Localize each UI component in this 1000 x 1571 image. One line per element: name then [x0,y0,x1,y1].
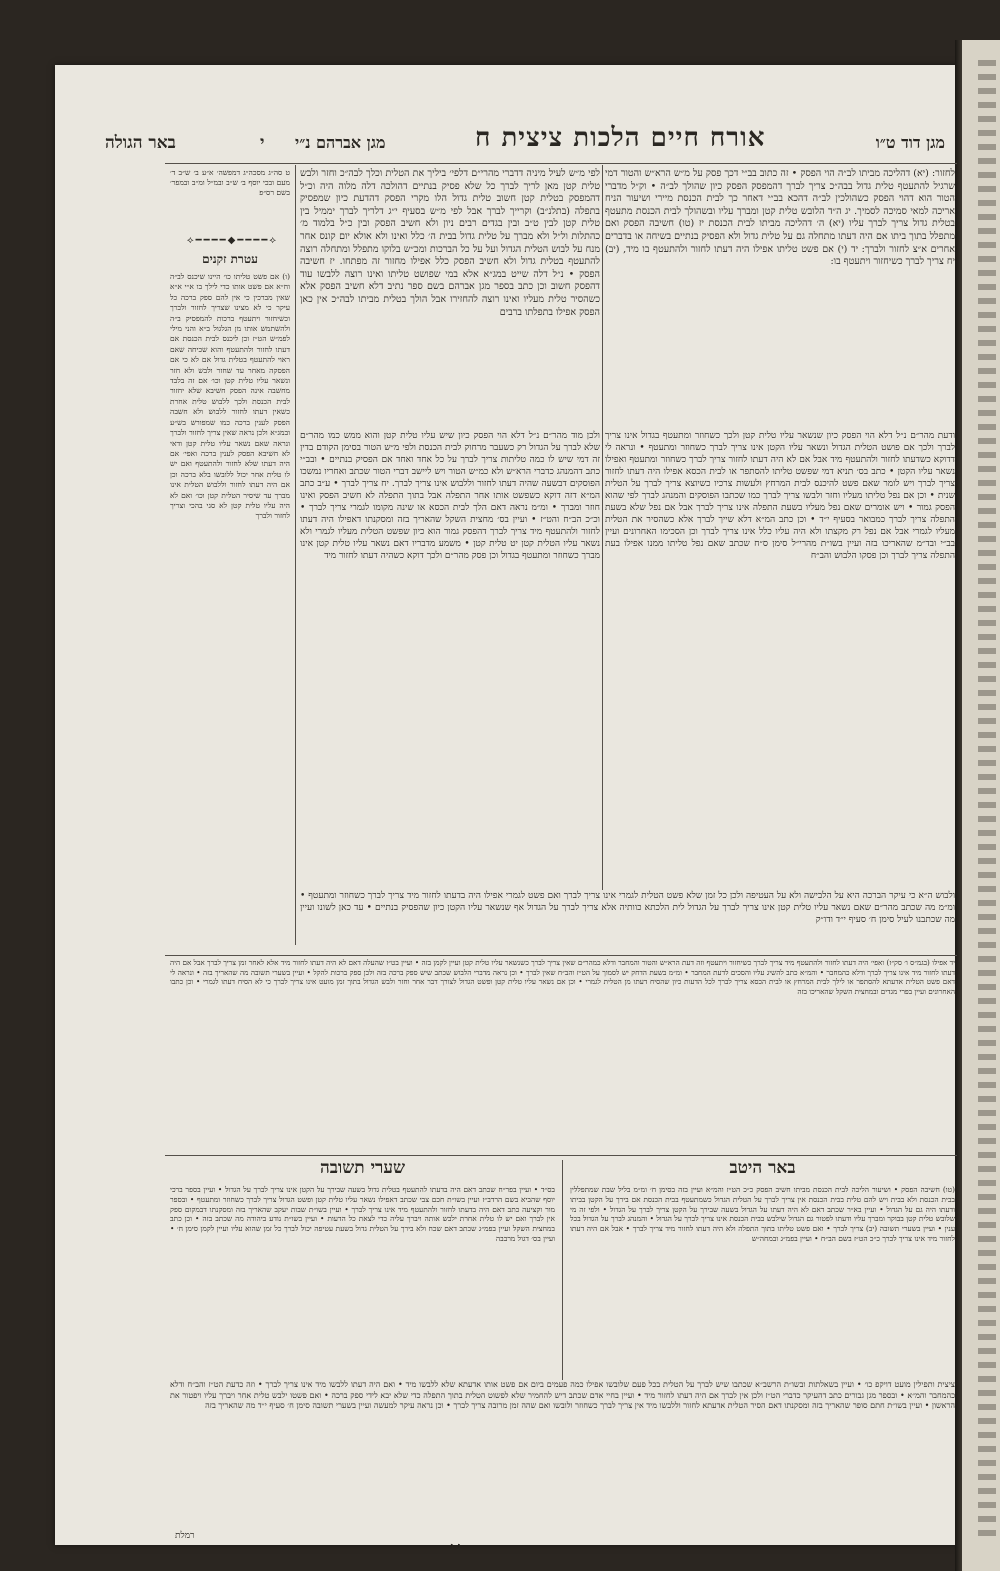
adjacent-page-text-line [978,144,996,150]
running-header [105,123,955,163]
adjacent-page-text-line [978,970,996,976]
adjacent-page-text-line [978,256,996,262]
adjacent-page-text-line [978,914,996,920]
adjacent-page-text-line [978,424,996,430]
adjacent-page-text-line [978,1390,996,1396]
bottom-column-divider [562,1160,563,1380]
shaarei-teshuvah-title: שערי תשובה [319,1158,406,1178]
adjacent-page-text-line [978,956,996,962]
adjacent-page-text-line [978,662,996,668]
adjacent-page-text-line [978,522,996,528]
adjacent-page-text-line [978,1460,996,1466]
adjacent-page-edge [962,40,1000,1571]
notes-rule [165,955,957,956]
ornament-divider: ⟡━━━━◆━━━━⟡ [186,235,279,246]
adjacent-page-text-line [978,200,996,206]
adjacent-page-text-line [978,1446,996,1452]
adjacent-page-text-line [978,592,996,598]
adjacent-page-text-line [978,130,996,136]
adjacent-page-text-line [978,690,996,696]
adjacent-page-text-line [978,648,996,654]
adjacent-page-text-line [978,676,996,682]
adjacent-page-text-line [978,746,996,752]
adjacent-page-text-line [978,74,996,80]
catchword: רמלת [175,1531,195,1541]
adjacent-page-text-line [978,1096,996,1102]
commentary-left: ולכן מוד מהר״ם נ״ל דלא הוי הפסק כיון שיש עליו טלית קטן והוא ממש כמו מהר״ם שלא לברך על הגדול רק כשעבר מרחוק לבית הכנסת ולפי מ״ש הטור בסימן הקודם בדין זה דמי שיש לו כמה טליתות צריך לברך על כל אחד ואחד אם הפסיק בנתיים • ובב״י כתב דהמנהג כדברי הרא״ש ולא כמ״ש הטור ויש ליישב דברי הטור שכתב ואחריו נמשכו הפוסקים דבשעה שהיה דעתו לחזור וללבוש אינו צריך לברך. יח צריך לברך • ע״ב כתב המ״א דזה דוקא כשפשט אותו אחר התפלה אבל בתוך התפלה לא חשיב הפסק ואינו חוזר ומברך • ומ״מ נראה דאם הלך לבית הכסא או שינה מקומו לגמרי צריך לברך • וכ״כ הב״ח והט״ז • ועיין בס׳ מחצית השקל שהאריך בזה ומסקנתו דאפילו היה דעתו לחזור ולהתעטף מיד צריך לברך דהפסק גמור הוא כיון שפשט הטלית מעליו לגמרי ולא נשאר עליו הטלית קטן יט טלית קטן • משמע מדבריו דאם נשאר עליו טלית קטן אינו מברך כשחוזר ומתעטף בגדול וכן פסק מהר״ם ולכך דוקא כשהיה דעתו לחזור מיד [300,431,600,561]
adjacent-page-text-line [978,1250,996,1256]
adjacent-page-text-line [978,886,996,892]
yad-efraim-notes: יד אפילו (בגמ״ס ו׳ סק״ז) ואפי׳ היה דעתו לחזור ולהתעטף מיד צריך לברך כשיחזור ויתעטף וזה דעת הרא״ש והטור והמחבר ודלא כמהר״ם שאין צריך לברך כשנשאר עליו טלית קטן ועיין לקמן בזה • ועיין בט״ז שהעלה דאם לא היה דעתו לחזור מיד אלא לאחר זמן צריך לברך אבל אם היה דעתו לחזור מיד אינו צריך לברך ודלא כהמחבר • והמ״א כתב להשיג עליו והסכים לדעת המחבר • ומ״מ בשעת הדחק יש לסמוך על הט״ז והב״ח שאין לברך • וכן נראה מדברי הלבוש שכתב שיש ספק ברכה בזה ולכן ספק ברכות להקל • ועיין בשערי תשובה מה שהאריך בזה • ונראה לי דאם פשט הטלית אדעתא להסתפר או לילך לבית המרחץ או לבית הכסא צריך לברך לכל הדעות כיון שהסיח דעתו מן הטלית לגמרי • וכן אם נשאר עליו טלית קטן ופשט הגדול לצורך דבר אחר וחזר ולבש הגדול בתוך זמן מועט אינו צריך לברך כי לא הסיח דעתו לגמרי • וכן כתבו האחרונים ועיין בפרי מגדים ובמחצית השקל שהאריכו בזה [170,958,955,996]
adjacent-page-text-line [978,620,996,626]
adjacent-page-text-line [978,410,996,416]
adjacent-page-text-line [978,270,996,276]
adjacent-page-text-line [978,1474,996,1480]
adjacent-page-text-line [978,998,996,1004]
adjacent-page-text-line [978,704,996,710]
adjacent-page-text-line [978,298,996,304]
adjacent-page-text-line [978,480,996,486]
adjacent-page-text-line [978,984,996,990]
adjacent-page-text-line [978,116,996,122]
adjacent-page-text-line [978,1348,996,1354]
adjacent-page-text-line [978,606,996,612]
adjacent-page-text-line [978,1166,996,1172]
adjacent-page-text-line [978,816,996,822]
adjacent-page-text-line [978,1110,996,1116]
header-magen-avraham: מגן אברהם נ״י [295,133,386,152]
adjacent-page-text-line [978,354,996,360]
adjacent-page-text-line [978,1026,996,1032]
adjacent-page-text-line [978,158,996,164]
adjacent-page-text-line [978,1362,996,1368]
adjacent-page-text-line [978,830,996,836]
adjacent-page-text-line [978,1404,996,1410]
adjacent-page-text-line [978,382,996,388]
adjacent-page-text-line [978,760,996,766]
adjacent-page-text-line [978,494,996,500]
adjacent-page-text-line [978,312,996,318]
adjacent-page-text-line [978,1418,996,1424]
adjacent-page-text-line [978,1138,996,1144]
adjacent-page-text-line [978,858,996,864]
adjacent-page-text-line [978,1180,996,1186]
shaarei-teshuvah-text: בס״ד • ועיין בפר״ח שכתב דאם היה בדעתו להתעטף בטלית גדול בשעה שבירך על הקטן אינו צריך לברך על הגדול • ועיין בספר ברכי יוסף שהביא בשם הרדב״ז ועיין בשו״ת חכם צבי שכתב דאפילו נשאר עליו טלית קטן ופשט הגדול צריך לברך כשחוזר ומתעטף • ובספר מור וקציעה כתב דאם היה בדעתו לחזור ולהתעטף מיד אינו צריך לברך • ועיין בשו״ת שבות יעקב שהאריך בזה ומסקנתו דבמקום ספק אין לברך ואם יש לו טלית אחרת ילבש אותה ויברך עליה כדי לצאת כל הדעות • ועיין בשו״ת נודע ביהודה מה שכתב בזה • וכן כתב במחצית השקל ועיין בפמ״ג שכתב דאם שכח ולא בירך על הטלית גדול בשעת עטיפה יכול לברך כל זמן שהוא עליו ועיין לקמן סימן ח׳ • ועיין בס׳ דגול מרבבה [170,1185,555,1243]
adjacent-page-text-line [978,340,996,346]
adjacent-page-text-line [978,1516,996,1522]
column-divider-main [602,165,603,890]
adjacent-page-text-line [978,452,996,458]
adjacent-page-text-line [978,60,996,66]
adjacent-page-text-line [978,1068,996,1074]
adjacent-page-text-line [978,774,996,780]
adjacent-page-text-line [978,242,996,248]
adjacent-page-text-line [978,1236,996,1242]
header-title: אורח חיים הלכות ציצית ח [475,123,766,153]
adjacent-page-text-line [978,1306,996,1312]
adjacent-page-text-line [978,844,996,850]
adjacent-page-text-line [978,564,996,570]
adjacent-page-text-line [978,228,996,234]
adjacent-page-text-line [978,578,996,584]
adjacent-page-text-line [978,732,996,738]
adjacent-page-text-line [978,88,996,94]
adjacent-page-text-line [978,368,996,374]
commentary-right: ודעת מהר״ם נ״ל דלא הוי הפסק כיון שנשאר עליו טלית קטן ולכך כשחוזר ומתעטף בגדול אינו צריך לברך ולכך אם פושט הטלית הגדול ונשאר עליו הקטן אינו צריך לברך כשחוזר ומתעטף • ונראה לי דדוקא כשדעתו לחזור ולהתעטף מיד אבל אם לא היה דעתו לחזור צריך לברך כשחוזר ומתעטף ואפילו נשאר עליו הקטן • כתב בס׳ תניא דמי שפשט טליתו להסתפר או לבית הכסא אפילו היה דעתו לחזור צריך לברך ויש לומר שאם פשט להיכנס לבית המרחץ ולעשות צרכיו כשיוצא צריך לברך על הטלית שנית • וכן אם נפל טליתו מעליו וחזר ולבשו צריך לברך כמו שכתבו הפוסקים והמנהג לברך לפי שהוא הפסק גמור • ויש אומרים שאם נפל מעליו בשעת התפלה אינו צריך לברך אבל אם נפל שלא בשעת התפלה צריך לברך כמבואר בסעיף י״ד • וכן כתב המ״א דלא שייך לברך אלא כשהסיר את הטלית מעליו לגמרי אבל אם נפל רק מקצתו ולא היה עליו כלל אינו צריך לברך וכן הסכימו האחרונים ועיין בב״י ובד״מ שהאריכו בזה ועיין בשו״ת מהרי״ל סימן ס״ח שכתב שאם נפל טליתו ממנו אפילו בעת התפלה צריך לברך וכן פסקו הלבוש והב״ח [605,431,955,561]
adjacent-page-text-line [978,1530,996,1536]
adjacent-page-text-line [978,634,996,640]
adjacent-page-text-line [978,466,996,472]
adjacent-page-text-line [978,1432,996,1438]
adjacent-page-text-line [978,396,996,402]
header-beer-hagolah: באר הגולה [105,133,176,153]
adjacent-page-text-line [978,1320,996,1326]
adjacent-page-text-line [978,102,996,108]
adjacent-page-text-line [978,1376,996,1382]
adjacent-page-text-line [978,900,996,906]
adjacent-page-text-line [978,1054,996,1060]
adjacent-page-text-line [978,1222,996,1228]
adjacent-page-text-line [978,284,996,290]
adjacent-page-text-line [978,326,996,332]
header-rule [165,163,957,164]
signature-mark: ג ג [450,1540,461,1553]
adjacent-page-text-line [978,1278,996,1284]
adjacent-page-text-line [978,802,996,808]
adjacent-page-text-line [978,1040,996,1046]
adjacent-page-text-line [978,718,996,724]
adjacent-page-text-line [978,942,996,948]
adjacent-page-text-line [978,172,996,178]
adjacent-page-text-line [978,1124,996,1130]
adjacent-page-text-line [978,536,996,542]
adjacent-page-text-line [978,186,996,192]
beer-hagolah-sources: ט סה״ג מסכה״ג דמפשה׳ א״ע ב׳ ש״ב ד׳ מעם ובכי יוסף ב׳ ש״ב ובמ״ל ומ״ב ובמפר׳ בשם רס״פ [170,168,290,197]
adjacent-page-text-line [978,1012,996,1018]
adjacent-page-text-line [978,438,996,444]
adjacent-page-text-line [978,1334,996,1340]
footer-commentary: ציצית ותפילין מועט דויקפ כו׳ • ועיין בשאלתות ובשו״ת הרשב״א שכתבו שיש לברך על הטלית בכל פעם שלובשו אפילו כמה פעמים ביום אם פשט אותו אדעתא שלא ללבשו מיד • ואם היה דעתו ללבשו מיד אינו צריך לברך • וזה כדעת הט״ז והב״ח ודלא כהמחבר והמ״א • ובספר מגן גבורים כתב דהעיקר כדברי הט״ז ולכן אין לברך אם היה דעתו לחזור מיד • ועיין בחיי אדם שכתב דיש להחמיר שלא לפשוט הטלית בתוך התפלה כדי שלא יבא לידי ספק ברכה • ואם פשטו ילבש טלית אחר ויברך עליו ויפטור את הראשון • ועיין בשו״ת חתם סופר שהאריך בזה ומסקנתו דאם הסיר הטלית אדעתא לחזור וללבשו מיד אין צריך לברך כשחוזר ולובשו ואם שהה זמן מרובה צריך לברך • וכן נראה עיקר למעשה ועיין בשערי תשובה סימן ח׳ סעיף י״ד מה שהאריך בזה [170,1380,955,1411]
adjacent-page-text-line [978,1488,996,1494]
adjacent-page-text-line [978,508,996,514]
column-divider [295,165,296,945]
beer-heitev-title: באר היטב [729,1158,796,1178]
adjacent-page-text-line [978,872,996,878]
bottom-rule [165,1155,957,1156]
header-page-number: י [260,133,265,153]
adjacent-page-text-line [978,1082,996,1088]
adjacent-page-text-line [978,1208,996,1214]
adjacent-page-text-line [978,1194,996,1200]
adjacent-page-text-line [978,550,996,556]
beer-heitev-text: (טו) חשיבה הפסק • ושיעור הליכה לבית הכנסת מביתו חשיב הפסק כ״כ הט״ז והמ״א ועיין בזה בסימן ח׳ ומ״מ בליל שבת שמתפללין בבית הכנסת ולא בבית ויש להם טלית בבית הכנסת אין צריך לברך על הטלית הגדול כשמתעטף בבית הכנסת אם בירך על הקטן בביתו ודעתו היה גם על הגדול • ועיין בא״ר שכתב דאם לא היה דעתו על הגדול בשעה שבירך על הקטן צריך לברך על הגדול • ולפי זה מי שלובש טלית קטן בבוקר ומברך עליו ודעתו לפטור גם הגדול שילבש בבית הכנסת אינו צריך לברך על הגדול • והמנהג לברך על הגדול בכל ענין • ועיין בשערי תשובה (יב) צריך לברך • ואם פשט טליתו בתוך התפלה ולא היה דעתו לחזור מיד צריך לברך • אבל אם היה דעתו לחזור מיד אינו צריך לברך כ״כ הט״ז בשם הב״ח • ועיין בפמ״ג ובמחה״ש [570,1185,955,1243]
adjacent-page-text-line [978,928,996,934]
adjacent-page-text-line [978,1292,996,1298]
commentary-continued: ולבוש ה״א כי עיקר הברכה היא על הלבישה ולא על העטיפה ולכן כל זמן שלא פשט הטלית לגמרי אינו צריך לברך ואם פשט לגמרי אפילו היה בדעתו לחזור מיד צריך לברך כשחוזר ומתעטף • ומ״מ מה שכתב מהר״ם שאם נשאר עליו טלית קטן אינו צריך לברך על הגדול לית הלכתא כוותיה אלא צריך לברך על הגדול אף שנשאר עליו הקטן כיון שהפסיק בנתיים • עד כאן לשונו ועיין מה שכתבנו לעיל סימן ח׳ סעיף י״ד ודו״ק [300,891,955,925]
adjacent-page-text-line [978,788,996,794]
adjacent-page-text-line [978,1264,996,1270]
adjacent-page-text-line [978,1502,996,1508]
ateret-zekenim-text: (ו) אם פשט טליתו כו׳ היינו שיכנס לב״ה וח״א אם פשט אותו כדי לילך בו א״י א״א שאין מברכין כי אין להם ספק ברכה כל עיקר כי לא מצינו שצריך לחזור ולברך וכשיחזור ויתעטף ברכות להמפסיק ב״ה ולהשתמש אותו מן הגלגול ב״א והני מילי לפמ״ש הט״ז וכן ליכנס לבית הכנסת אם דעתו לחזור ולהתעטף והוא שכיחה שאם ראוי להתעטף בטלית גדול אם לא כי אם הפסקה מאחר עד שחזר ולבש ולא חזר ונשאר עליו טלית קטן וכו׳ אם זה בלבד מחשבה אינה הפסק חשיבא שלא יחזור לבית הכנסת ולכך ללבוש טלית אחרת כשאין דעתו לחזור ללבוש ולא חשבה הפסק לענין ברכה כמו שמפורש בש״ע ובמג״א ולכן נראה שאין צריך לחזור ולברך ונראה שאם נשאר עליו טלית קטן ודאי לא חשיבא הפסק לענין ברכה ואפי׳ אם היה דעתו שלא לחזור ולהתעטף ואם יש לו טלית אחר יכול ללובשו בלא ברכה וכן אם היה דעתו לחזור וללבוש הטלית אינו מברך עד שיסיר הטלית קטן וכו׳ ואם לא היה עליו טלית קטן לא סגי בהכי וצריך לחזור ולברך [170,272,290,521]
adjacent-page-text-line [978,214,996,220]
adjacent-page-text-line [978,1152,996,1158]
magen-avraham-text: לפי מ״ש לעיל מיניה דדברי מהרי״ם דלפי׳ ביליך את הטלית וכלך לבה״כ וחזר ולבש טלית קטן מאן לריך לברך כל שלא פסיק בנתיים דהולכה דלה מלוה היה וכ״ל דהמפסק בטלית קטן חשוב טלית גדול הלו מקרי הפסק דהדעת כיון שמפסיק בתפלה (בתלנ״ב) וקרייך לברך אבל לפי מ״ש בסעיף י״ג דלריך לברך יממיל בין טלית קטן לבין ט״ב ובין בגדים רבים ניון ולא חשיב הפסק ובין כ״ל בלמוד מ׳ כהתלות ול״ל ולא מברך על טלית גדול בבית ה׳ כלל ואינו ולא אולא יום קונס אחר מנח על לבוש הטלית הגדול ועל על כל הברכות ומכ״ש בלוקו מתפלל ומתחלה רוצה להתעטף בטלית גדול ולא חשיב הפסק כלל אפילו מחזור זה מפתחו. יז חשיבה הפסק • נ״ל דלה שייט במג״א אלא במי שפושט טליתו ואינו רוצה ללבשו עוד דהפסק חשוב וכן כתב בספר מגן אברהם בשם ספר נתיב דלא חשיב הפסק אלא כשהסיר טלית מעליו ואינו רוצה להחזירו אבל הולך בטלית מביתו לבה״כ אין כאן הפסק אפילו בתפלתו ברבים [300,168,600,318]
header-magen-david: מגן דוד ט״ו [875,133,945,152]
ateret-zekenim-title: עטרת זקנים [202,252,258,266]
main-text-right: לחזור: (יא) דהליכה מביתו לב״ה הוי הפסק • זה כתוב בב״י דכך פסק על מ״ש הרא״ש והטור דמי שרגיל להתעטף טלית גדול בבה״כ צריך לברך דהמפסק הפסק כיון שהולך לב״ה • וק״ל מדברי הטור הוא דהוי הפסק כשהולכין לב״ה דהכא בב״י דאחר כך לבית הכנסת מיירי ושיעור הניח אריכה למאי סמיכה לסמיך. יג ה״ד הלובש טלית קטן ומברך עליו ובשהולך לבית הכנסת מתעטף בטלית גדול צריך לברך עליו (יא) ה׳ דהליכה מביתו לבית הכנסת יז (טו) חשיבה הפסק ואם מתפלל בתוך ביתו אם היה דעתו מתחלה גם על טלית גדול ולא הפסיק בנתיים בשיחה או בדברים אחרים א״צ לחזור ולברך: יד (י) אם פשט טליתו אפילו היה דעתו לחזור ולהתעטף בו מיד, (יב) יח צריך לברך כשיחזור ויתעטף בו: [605,168,955,268]
